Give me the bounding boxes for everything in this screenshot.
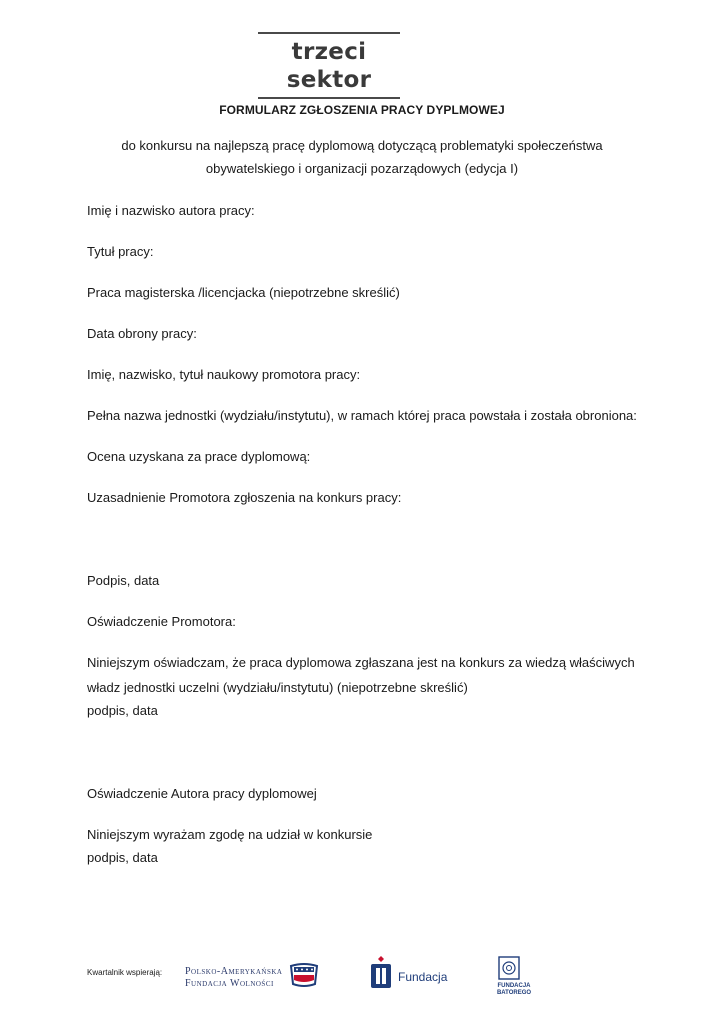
sponsor-paw-logo-text — [185, 966, 282, 990]
sponsor-batory-text — [492, 983, 536, 997]
subtitle-line-2: obywatelskiego i organizacji pozarządowych (edycja I) — [205, 161, 519, 176]
field-defense-date: Data obrony pracy: — [87, 326, 197, 341]
logo-text: trzeci sektor — [286, 39, 372, 93]
form-title: FORMULARZ ZGŁOSZENIA PRACY DYPLMOWEJ — [219, 103, 505, 117]
field-justification: Uzasadnienie Promotora zgłoszenia na konkurs pracy: — [87, 490, 402, 505]
field-author-name: Imię i nazwisko autora pracy: — [87, 203, 255, 218]
sponsor-paw-line-1: Polsko-Amerykańska — [185, 966, 283, 977]
field-signature-date-2: podpis, data — [87, 703, 158, 718]
field-thesis-title: Tytuł pracy: — [87, 244, 154, 259]
form-subtitle — [0, 134, 724, 180]
sponsor-pko-text: Fundacja — [398, 970, 448, 984]
sponsor-paw-line-2: Fundacja Wolności — [185, 978, 274, 989]
sponsor-batory-line-2: BATOREGO — [496, 990, 532, 996]
field-signature-date-3: podpis, data — [87, 850, 158, 865]
logo-top-rule — [258, 32, 400, 34]
supervisor-statement-heading: Oświadczenie Promotora: — [87, 614, 236, 629]
field-supervisor: Imię, nazwisko, tytuł naukowy promotora pracy: — [87, 367, 361, 382]
sponsor-pko-logo-icon — [368, 956, 394, 995]
field-unit-name: Pełna nazwa jednostki (wydziału/instytutu), w ramach której praca powstała i została obroniona: — [87, 408, 637, 423]
trzeci-sektor-logo — [258, 32, 400, 99]
sponsor-batory-line-1: FUNDACJA — [497, 983, 531, 989]
supervisor-statement-line-1: Niniejszym oświadczam, że praca dyplomowa zgłaszana jest na konkurs za wiedzą właściwych — [87, 655, 635, 670]
sponsors-label: Kwartalnik wspierają: — [87, 968, 163, 977]
subtitle-line-1: do konkursu na najlepszą pracę dyplomową dotyczącą problematyki społeczeństwa — [121, 138, 603, 153]
logo-bottom-rule — [258, 97, 400, 99]
sponsor-paw-flag-icon — [288, 962, 320, 993]
field-grade: Ocena uzyskana za prace dyplomową: — [87, 449, 311, 464]
sponsor-batory-logo-icon — [497, 955, 521, 986]
author-statement-heading: Oświadczenie Autora pracy dyplomowej — [87, 786, 317, 801]
field-thesis-type: Praca magisterska /licencjacka (niepotrzebne skreślić) — [87, 285, 400, 300]
author-statement-line-1: Niniejszym wyrażam zgodę na udział w konkursie — [87, 827, 373, 842]
supervisor-statement-line-2: władz jednostki uczelni (wydziału/instytutu) (niepotrzebne skreślić) — [87, 680, 468, 695]
field-signature-date-1: Podpis, data — [87, 573, 160, 588]
